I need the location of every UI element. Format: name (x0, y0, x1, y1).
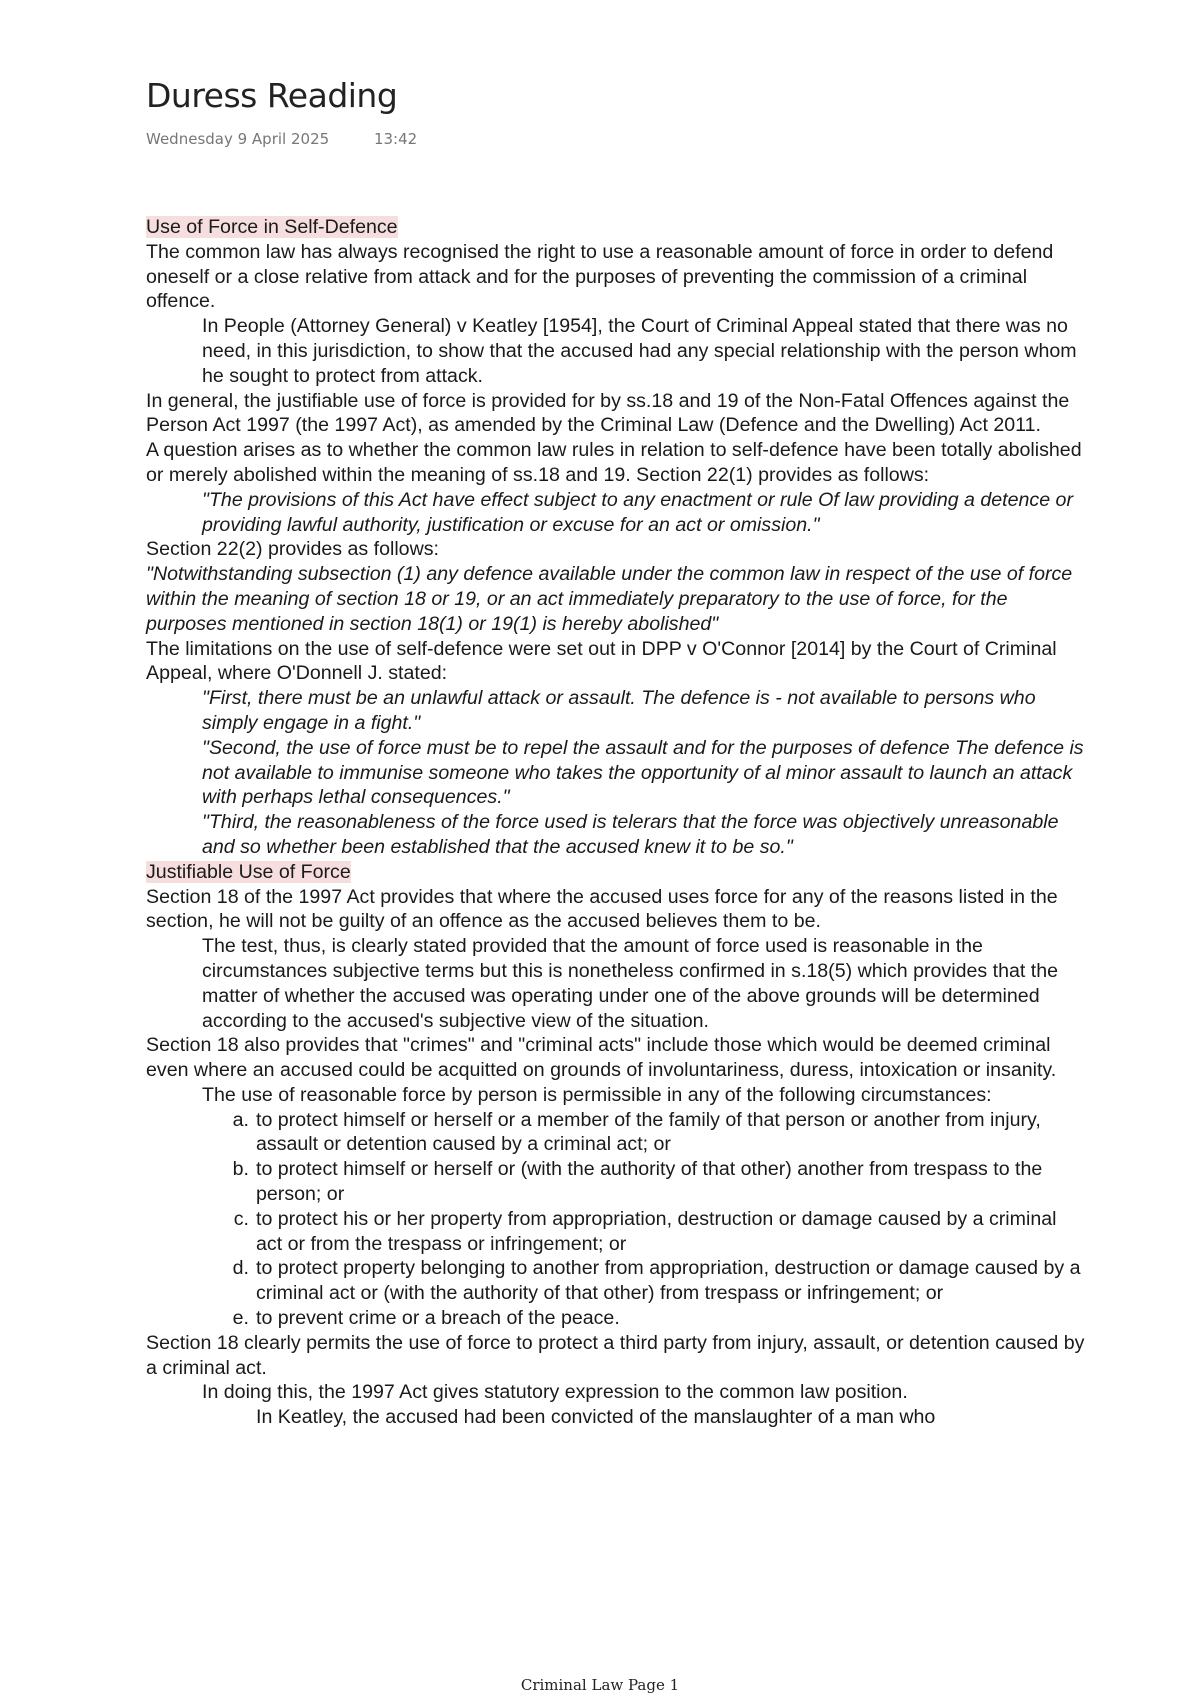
indented-paragraph: In doing this, the 1997 Act gives statutory expression to the common law position. (202, 1381, 908, 1404)
paragraph: A question arises as to whether the common law rules in relation to self-defence have been totally abolished or merely abolished within the meaning of ss.18 and 19. Section 22(1) provides as follows: (146, 439, 1082, 486)
page-metadata (146, 130, 417, 148)
indented-paragraph: The test, thus, is clearly stated provided that the amount of force used is reasonable in the circumstances subjective terms but this is nonetheless confirmed in s.18(5) which provides that the matter of whether the accused was operating under one of the above grounds will be determined according to the accused's subjective view of the situation. (202, 935, 1058, 1032)
paragraph: Section 18 also provides that "crimes" and "criminal acts" include those which would be deemed criminal even where an accused could be acquitted on grounds of involuntariness, duress, intoxication or insanity. (146, 1034, 1057, 1082)
circumstances-list (146, 1108, 1086, 1331)
section-heading-self-defence: Use of Force in Self-Defence (146, 216, 398, 238)
quotation: "Second, the use of force must be to repel the assault and for the purposes of defence The defence is not available to immunise someone who takes the opportunity of al minor assault to launch an attack with perhaps lethal consequences." (202, 736, 1084, 809)
paragraph: In general, the justifiable use of force is provided for by ss.18 and 19 of the Non-Fatal Offences against the Person Act 1997 (the 1997 Act), as amended by the Criminal Law (Defence and the Dwelling) Act 2011. (146, 389, 1070, 437)
quotation: "First, there must be an unlawful attack or assault. The defence is - not available to persons who simply engage in a fight." (202, 687, 1036, 734)
list-item: e. to prevent crime or a breach of the peace. (232, 1307, 620, 1330)
quotation: "The provisions of this Act have effect subject to any enactment or rule Of law providing a detence or providing lawful authority, justification or excuse for an act or omission." (202, 488, 1073, 536)
paragraph: Section 22(2) provides as follows: (146, 538, 439, 561)
note-content (146, 215, 1086, 1430)
page-time: 13:42 (373, 130, 418, 148)
list-item: d. to protect property belonging to another from appropriation, destruction or damage caused by a criminal act or (with the authority of that other) from trespass or infringement; or (232, 1257, 1081, 1305)
quotation: "Notwithstanding subsection (1) any defence available under the common law in respect of the use of force within the meaning of section 18 or 19, or an act immediately preparatory to the use of force, for the purposes mentioned in section 18(1) or 19(1) is hereby abolished" (146, 563, 1073, 635)
list-item: c. to protect his or her property from appropriation, destruction or damage caused by a criminal act or from the trespass or infringement; or (233, 1207, 1057, 1255)
list-item: b. to protect himself or herself or (with the authority of that other) another from trespass to the person; or (232, 1158, 1043, 1206)
paragraph: The common law has always recognised the right to use a reasonable amount of force in order to defend oneself or a close relative from attack and for the purposes of preventing the commission of a criminal offence. (146, 240, 1054, 313)
page-footer: Criminal Law Page 1 (520, 1676, 680, 1694)
paragraph: Section 18 of the 1997 Act provides that where the accused uses force for any of the reasons listed in the section, he will not be guilty of an offence as the accused believes them to be. (146, 885, 1058, 933)
indented-paragraph: In People (Attorney General) v Keatley [1954], the Court of Criminal Appeal stated that there was no need, in this jurisdiction, to show that the accused had any special relationship with the person whom he sought to protect from attack. (202, 315, 1077, 387)
indented-paragraph: The use of reasonable force by person is permissible in any of the following circumstances: (202, 1083, 992, 1106)
list-item: a. to protect himself or herself or a member of the family of that person or another from injury, assault or detention caused by a criminal act; or (232, 1108, 1041, 1156)
indented-paragraph: In Keatley, the accused had been convicted of the manslaughter of a man who (256, 1406, 936, 1429)
page-date: Wednesday 9 April 2025 (146, 130, 330, 148)
paragraph: The limitations on the use of self-defence were set out in DPP v O'Connor [2014] by the Court of Criminal Appeal, where O'Donnell J. stated: (146, 637, 1057, 685)
quotation: "Third, the reasonableness of the force used is telerars that the force was objectively unreasonable and so whether been established that the accused knew it to be so." (202, 811, 1059, 858)
section-heading-justifiable-force: Justifiable Use of Force (146, 860, 351, 883)
paragraph: Section 18 clearly permits the use of force to protect a third party from injury, assault, or detention caused by a criminal act. (146, 1331, 1085, 1379)
page-title: Duress Reading (146, 76, 398, 115)
